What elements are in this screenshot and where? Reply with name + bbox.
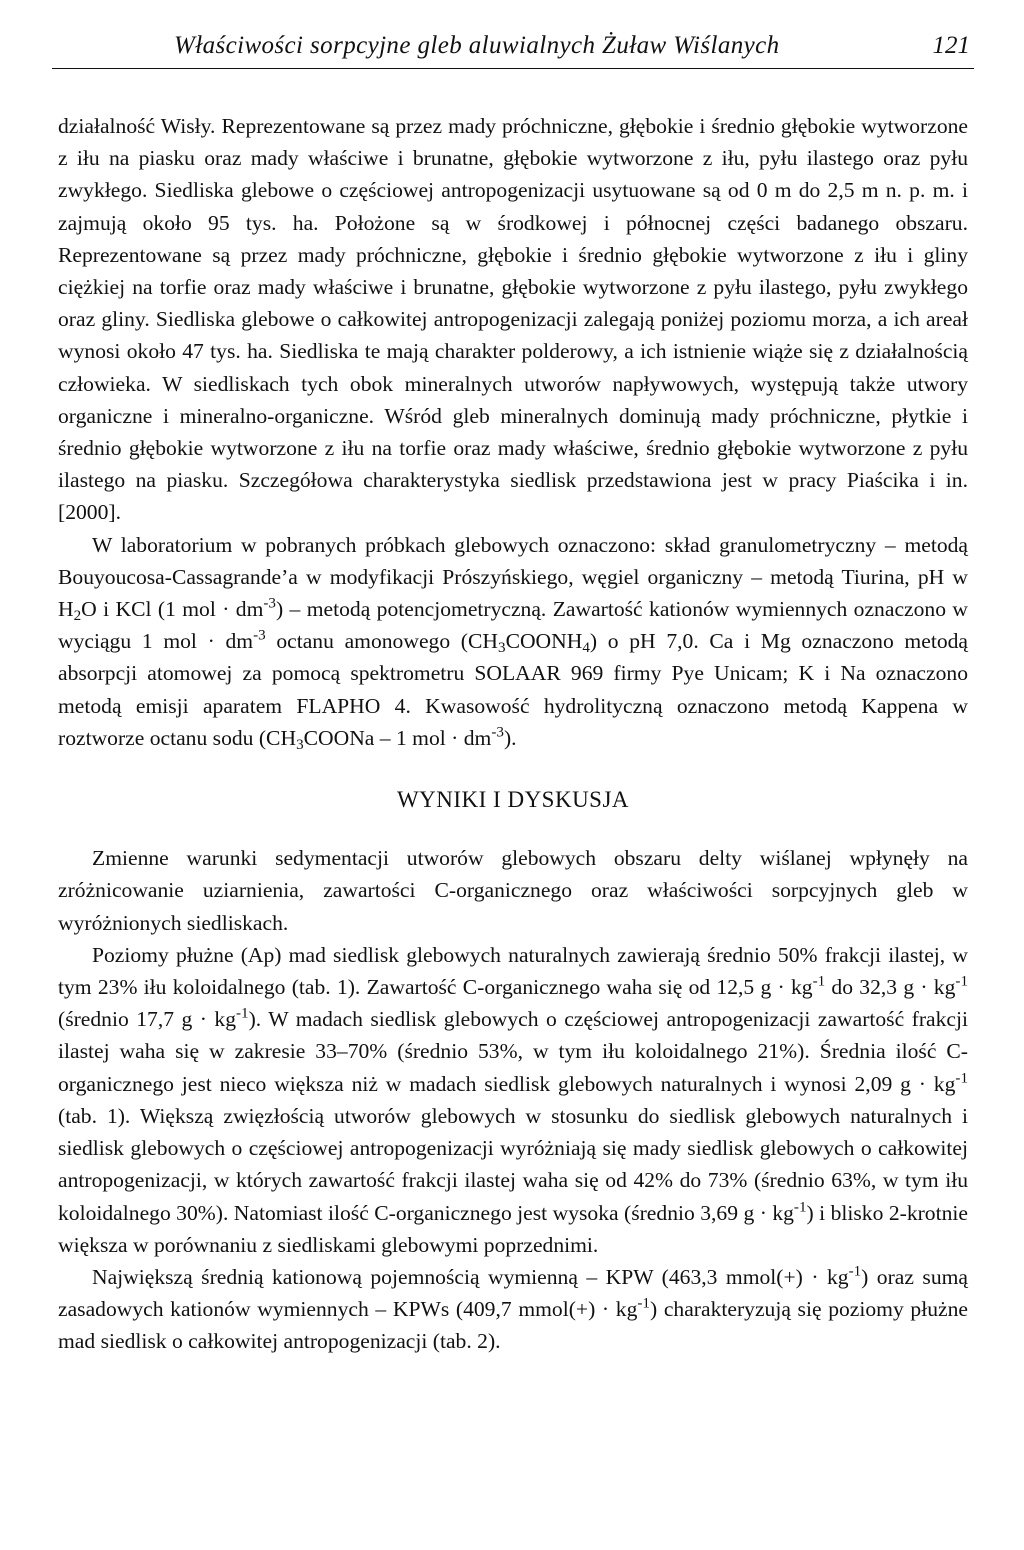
- superscript: -3: [491, 724, 504, 741]
- text-run: W laboratorium w pobranych próbkach glebowych oznaczono: skład granulometryczny – metodą Bouyoucosa-Cassagrande’a w modyfikacji Prószyńskiego, węgiel organiczny – metodą Tiurina, pH w H: [58, 532, 968, 622]
- paragraph-habitats: działalność Wisły. Reprezentowane są przez mady próchniczne, głębokie i średnio głębokie wytworzone z iłu na piasku oraz mady właściwe i brunatne, głębokie wytworzone z iłu, pyłu ilastego oraz pyłu zwykłego. Siedliska glebowe o częściowej antropogenizacji usytuowane są od 0 m do 2,5 m n. p. m. i zajmują około 95 tys. ha. Położone są w środkowej i północnej części badanego obszaru. Reprezentowane są przez mady próchniczne, głębokie i średnio głębokie wytworzone z iłu i gliny ciężkiej na torfie oraz mady właściwe i brunatne, głębokie wytworzone z pyłu ilastego, pyłu zwykłego oraz gliny. Siedliska glebowe o całkowitej antropogenizacji zalegają poniżej poziomu morza, a ich areał wynosi około 47 tys. ha. Siedliska te mają charakter polderowy, a ich istnienie wiąże się z działalnością człowieka. W siedliskach tych obok mineralnych utworów napływowych, występują także utwory organiczne i mineralno-organiczne. Wśród gleb mineralnych dominują mady próchniczne, płytkie i średnio głębokie wytworzone z iłu na torfie oraz mady właściwe, średnio głębokie wytworzone z pyłu ilastego na piasku. Szczegółowa charakterystyka siedlisk przedstawiona jest w pracy Piaścika i in. [2000].: [58, 114, 968, 525]
- text-run: ). W madach siedlisk glebowych o częściowej antropogenizacji zawartość frakcji ilastej waha się w zakresie 33–70% (średnio 53%, w tym iłu koloidalnego 21%). Średnia ilość C-organicznego jest nieco większa niż w madach siedlisk glebowych naturalnych i wynosi 2,09 g · kg: [58, 1007, 968, 1096]
- text-run: (średnio 17,7 g · kg: [58, 1007, 237, 1032]
- text-run: ) o pH 7,0. Ca i Mg oznaczono metodą absorpcji atomowej za pomocą spektrometru SOLAAR 969 firmy Pye Unicam; K i Na oznaczono metodą emisji aparatem FLAPHO 4. Kwasowość hydrolityczną oznaczono metodą Kappena w roztworze octanu sodu (CH: [58, 629, 968, 750]
- subscript: 4: [582, 640, 590, 657]
- subscript: 3: [296, 736, 304, 753]
- section-heading: WYNIKI I DYSKUSJA: [396, 787, 630, 813]
- text-run: do 32,3 g · kg: [825, 975, 956, 1000]
- superscript: -1: [848, 1263, 862, 1280]
- running-header: [52, 28, 974, 69]
- text-run: ).: [503, 725, 517, 750]
- superscript: -1: [812, 973, 826, 990]
- paragraph-results-clay: [58, 939, 968, 1261]
- text-run: O i KCl (1 mol · dm: [81, 597, 264, 622]
- text-run: Największą średnią kationową pojemnością wymienną – KPW (463,3 mmol(+) · kg: [92, 1264, 849, 1289]
- subscript: 2: [73, 607, 82, 624]
- text-run: ) oraz sumą zasadowych kationów wymiennych – KPWs (409,7 mmol(+) · kg: [58, 1264, 968, 1322]
- text-run: ) – metodą potencjometryczną. Zawartość kationów wymiennych oznaczono w wyciągu 1 mol · dm: [58, 597, 968, 654]
- superscript: -1: [236, 1005, 249, 1022]
- superscript: -3: [253, 627, 266, 644]
- text-run: (tab. 1). Większą zwięzłością utworów glebowych w stosunku do siedlisk glebowych naturalnych i siedlisk glebowych o częściowej antropogenizacji wyróżniają się mady siedlisk glebowych o całkowitej antropogenizacji, w których zawartość frakcji ilastej waha się od 42% do 73% (średnio 63%, w tym iłu koloidalnego 30%). Natomiast ilość C-organicznego jest wysoka (średnio 3,69 g · kg: [58, 1103, 968, 1225]
- text-run: COONa – 1 mol · dm: [303, 725, 492, 750]
- subscript: 3: [498, 640, 506, 657]
- body-text: [58, 110, 968, 1358]
- page-number: 121: [932, 32, 970, 59]
- superscript: -1: [637, 1295, 650, 1312]
- running-title: Właściwości sorpcyjne gleb aluwialnych Żuław Wiślanych: [174, 32, 780, 59]
- paragraph-results-intro: Zmienne warunki sedymentacji utworów glebowych obszaru delty wiślanej wpłynęły na zróżnicowanie uziarnienia, zawartości C-organicznego oraz właściwości sorpcyjnych gleb w wyróżnionych siedliskach.: [58, 846, 968, 935]
- paragraph-methods: [58, 529, 968, 754]
- superscript: -1: [955, 973, 968, 990]
- text-run: COONH: [505, 629, 583, 654]
- superscript: -1: [955, 1070, 968, 1087]
- text-run: ) charakteryzują się poziomy płużne mad siedlisk o całkowitej antropogenizacji (tab. 2).: [58, 1297, 968, 1354]
- text-run: Poziomy płużne (Ap) mad siedlisk glebowych naturalnych zawierają średnio 50% frakcji ilastej, w tym 23% iłu koloidalnego (tab. 1). Zawartość C-organicznego waha się od 12,5 g · kg: [58, 942, 968, 1000]
- text-run: ) i blisko 2-krotnie większa w porównaniu z siedliskami glebowymi poprzednimi.: [58, 1200, 968, 1257]
- paragraph-results-cec: [58, 1261, 968, 1358]
- superscript: -3: [263, 595, 276, 612]
- superscript: -1: [793, 1199, 807, 1216]
- text-run: octanu amonowego (CH: [265, 629, 498, 654]
